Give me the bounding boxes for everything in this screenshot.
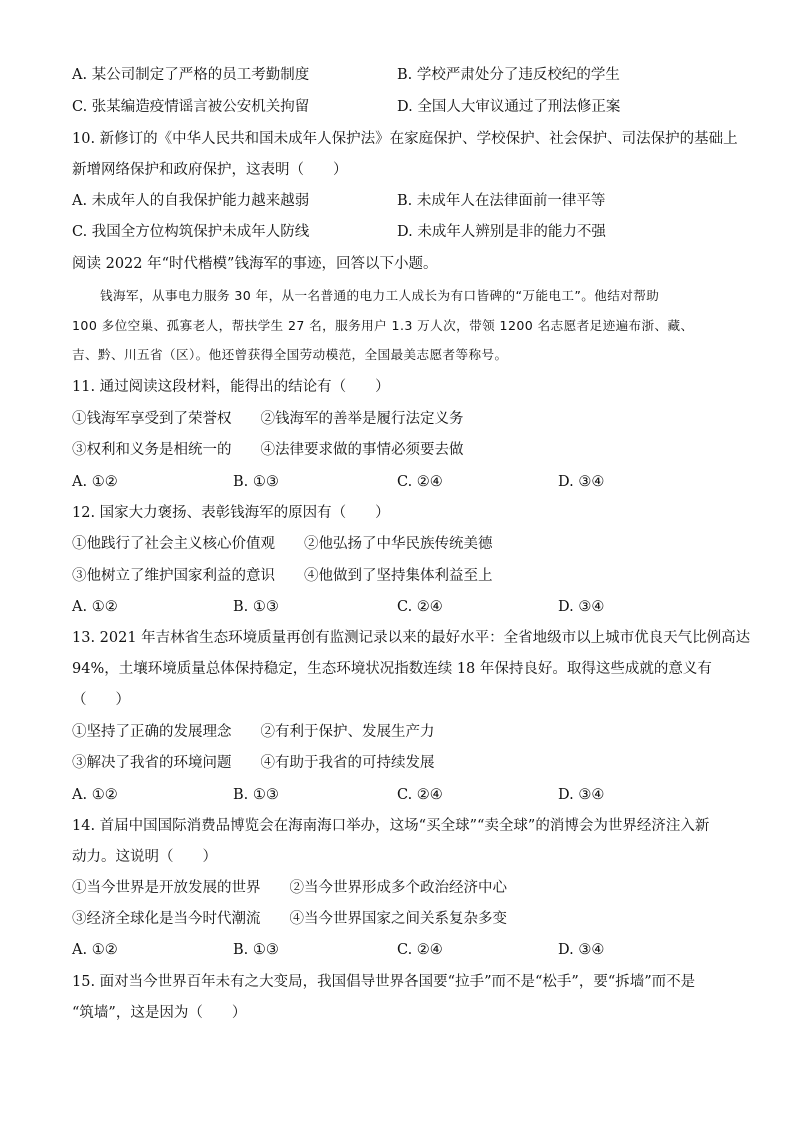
q15-stem-line-1: 15. 面对当今世界百年未有之大变局，我国倡导世界各国要“拉手”而不是“松手”，要“拆墙”而不是: [72, 974, 696, 990]
q10-option-c: C. 我国全方位构筑保护未成年人防线: [72, 224, 310, 240]
q13-option-c: C. ②④: [397, 787, 443, 803]
q13-stem-line-1: 13. 2021 年吉林省生态环境质量再创有监测记录以来的最好水平：全省地级市以上城市优良天气比例高达: [72, 630, 751, 646]
q13-option-d: D. ③④: [558, 787, 605, 803]
q12-stem: 12. 国家大力褒扬、表彰钱海军的原因有（ ）: [72, 505, 390, 521]
q14-option-d: D. ③④: [558, 942, 605, 958]
q15-stem-line-2: “筑墙”，这是因为（ ）: [72, 1005, 247, 1021]
q14-option-a: A. ①②: [72, 942, 118, 958]
q14-stem-line-1: 14. 首届中国国际消费品博览会在海南海口举办，这场“买全球”“卖全球”的消博会为世界经济注入新: [72, 818, 710, 834]
q10-option-d: D. 未成年人辨别是非的能力不强: [397, 224, 606, 240]
q12-statements-2: ③他树立了维护国家利益的意识 ④他做到了坚持集体利益至上: [72, 568, 493, 584]
q11-statements-2: ③权利和义务是相统一的 ④法律要求做的事情必须要去做: [72, 442, 464, 458]
q9-option-b: B. 学校严肃处分了违反校纪的学生: [397, 67, 620, 83]
q12-option-d: D. ③④: [558, 599, 605, 615]
q11-option-c: C. ②④: [397, 474, 443, 490]
material-line-2: 100 多位空巢、孤寡老人，帮扶学生 27 名，服务用户 1.3 万人次，带领 1200 名志愿者足迹遍布浙、藏、: [72, 318, 694, 333]
q11-stem: 11. 通过阅读这段材料，能得出的结论有（ ）: [72, 379, 390, 395]
q12-option-b: B. ①③: [233, 599, 279, 615]
q14-option-b: B. ①③: [233, 942, 279, 958]
q12-statements-1: ①他践行了社会主义核心价值观 ②他弘扬了中华民族传统美德: [72, 536, 493, 552]
q13-stem-line-2: 94%，土壤环境质量总体保持稳定，生态环境状况指数连续 18 年保持良好。取得这些成就的意义有: [72, 661, 712, 677]
q10-option-a: A. 未成年人的自我保护能力越来越弱: [72, 193, 310, 209]
material-line-3: 吉、黔、川五省（区）。他还曾获得全国劳动模范，全国最美志愿者等称号。: [72, 347, 508, 362]
q12-option-c: C. ②④: [397, 599, 443, 615]
q13-statements-2: ③解决了我省的环境问题 ④有助于我省的可持续发展: [72, 755, 435, 771]
reading-intro: 阅读 2022 年“时代楷模”钱海军的事迹，回答以下小题。: [72, 256, 438, 272]
q11-option-a: A. ①②: [72, 474, 118, 490]
q14-stem-line-2: 动力。这说明（ ）: [72, 849, 217, 865]
q13-option-a: A. ①②: [72, 787, 118, 803]
q12-option-a: A. ①②: [72, 599, 118, 615]
q13-option-b: B. ①③: [233, 787, 279, 803]
q10-stem-line-2: 新增网络保护和政府保护，这表明（ ）: [72, 162, 348, 178]
q10-stem-line-1: 10. 新修订的《中华人民共和国未成年人保护法》在家庭保护、学校保护、社会保护、司法保护的基础上: [72, 131, 738, 147]
q9-option-c: C. 张某编造疫情谣言被公安机关拘留: [72, 99, 310, 115]
q11-option-b: B. ①③: [233, 474, 279, 490]
q14-statements-2: ③经济全球化是当今时代潮流 ④当今世界国家之间关系复杂多变: [72, 911, 507, 927]
q14-statements-1: ①当今世界是开放发展的世界 ②当今世界形成多个政治经济中心: [72, 880, 507, 896]
q11-statements-1: ①钱海军享受到了荣誉权 ②钱海军的善举是履行法定义务: [72, 411, 464, 427]
q11-option-d: D. ③④: [558, 474, 605, 490]
material-line-1: 钱海军，从事电力服务 30 年，从一名普通的电力工人成长为有口皆碑的“万能电工”。他结对帮助: [100, 288, 660, 303]
q10-option-b: B. 未成年人在法律面前一律平等: [397, 193, 606, 209]
q9-option-a: A. 某公司制定了严格的员工考勤制度: [72, 67, 310, 83]
q13-statements-1: ①坚持了正确的发展理念 ②有利于保护、发展生产力: [72, 724, 435, 740]
q9-option-d: D. 全国人大审议通过了刑法修正案: [397, 99, 621, 115]
q14-option-c: C. ②④: [397, 942, 443, 958]
q13-stem-line-3: （ ）: [72, 692, 130, 708]
